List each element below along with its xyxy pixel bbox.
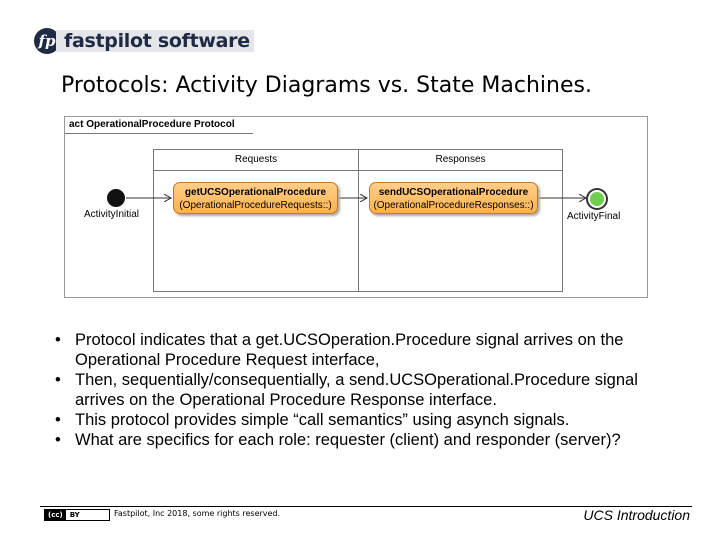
by-icon: BY (69, 511, 80, 519)
final-node (588, 190, 606, 208)
action-send-procedure (369, 182, 538, 214)
action-name: sendUCSOperationalProcedure (378, 187, 529, 198)
swimlane-header: Requests (154, 149, 358, 171)
bullet-list (55, 330, 655, 450)
action-pin: (OperationalProcedureRequests::) (179, 200, 332, 211)
bullet-item: • What are specifics for each role: requester (client) and responder (server)? (55, 430, 655, 450)
final-node-label: ActivityFinal (567, 211, 621, 222)
swimlane-header: Responses (359, 149, 562, 171)
slide-title: Protocols: Activity Diagrams vs. State Machines. (61, 73, 592, 98)
cc-icon: (cc) (45, 510, 66, 520)
company-logo (34, 28, 254, 54)
bullet-item: • This protocol provides simple “call semantics” using asynch signals. (55, 410, 655, 430)
section-name: UCS Introduction (583, 507, 690, 523)
bullet-item: • Then, sequentially/consequentially, a send.UCSOperational.Procedure signal arrives on the Operational Procedure Response interface. (55, 370, 655, 410)
diagram-frame-label: act OperationalProcedure Protocol (65, 117, 253, 134)
logo-text: fastpilot software (56, 30, 254, 52)
action-name: getUCSOperationalProcedure (184, 187, 327, 198)
initial-node (107, 189, 125, 207)
cc-license-badge (44, 509, 110, 521)
copyright-text: Fastpilot, Inc 2018, some rights reserved. (114, 509, 281, 518)
action-pin: (OperationalProcedureResponses::) (373, 200, 534, 211)
initial-node-label: ActivityInitial (84, 209, 140, 220)
action-get-procedure (173, 182, 338, 214)
logo-mark: fp (34, 28, 60, 54)
control-flow-edges (65, 117, 647, 297)
activity-diagram (64, 116, 648, 298)
bullet-item: • Protocol indicates that a get.UCSOperation.Procedure signal arrives on the Operational Procedure Request interface, (55, 330, 655, 370)
